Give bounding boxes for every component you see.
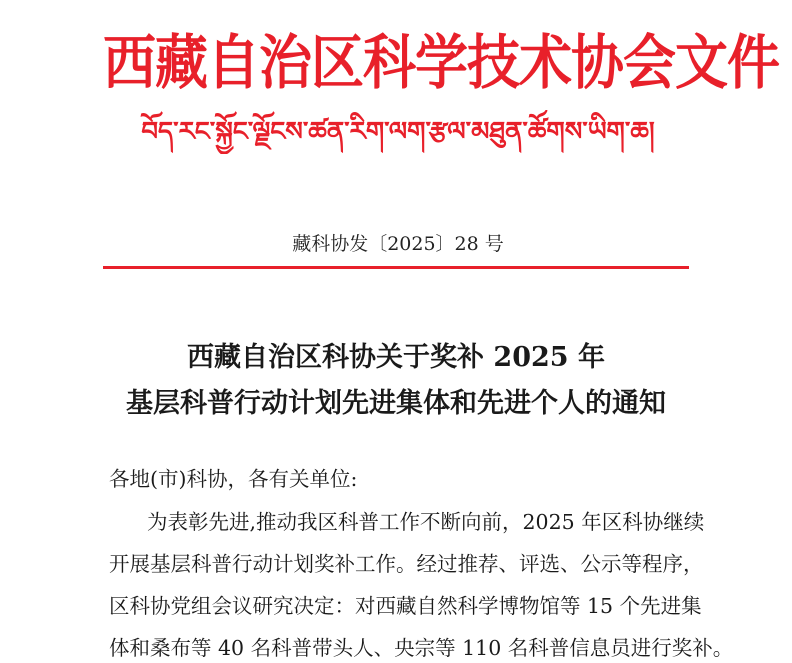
red-divider-line xyxy=(103,266,689,269)
document-title-line-1: 西藏自治区科协关于奖补 2025 年 xyxy=(187,342,605,373)
salutation: 各地(市)科协，各有关单位: xyxy=(109,467,358,491)
issuer-name-chinese: 西藏自治区科学技术协会文件 xyxy=(103,28,779,98)
issuer-name-tibetan: བོད་རང་སྐྱོང་ལྗོངས་ཚན་རིག་ལག་རྩལ་མཐུན་ཚོགས་ཡིག་ཆ། xyxy=(141,117,655,147)
document-title-line-2: 基层科普行动计划先进集体和先进个人的通知 xyxy=(126,388,666,419)
body-line: 区科协党组会议研究决定：对西藏自然科学博物馆等 15 个先进集 xyxy=(109,594,702,618)
body-line: 体和桑布等 40 名科普带头人、央宗等 110 名科普信息员进行奖补。 xyxy=(109,636,734,660)
document-number: 藏科协发〔2025〕28 号 xyxy=(292,233,504,255)
body-line: 为表彰先进,推动我区科普工作不断向前，2025 年区科协继续 xyxy=(147,510,705,534)
body-line: 开展基层科普行动计划奖补工作。经过推荐、评选、公示等程序， xyxy=(109,552,704,576)
